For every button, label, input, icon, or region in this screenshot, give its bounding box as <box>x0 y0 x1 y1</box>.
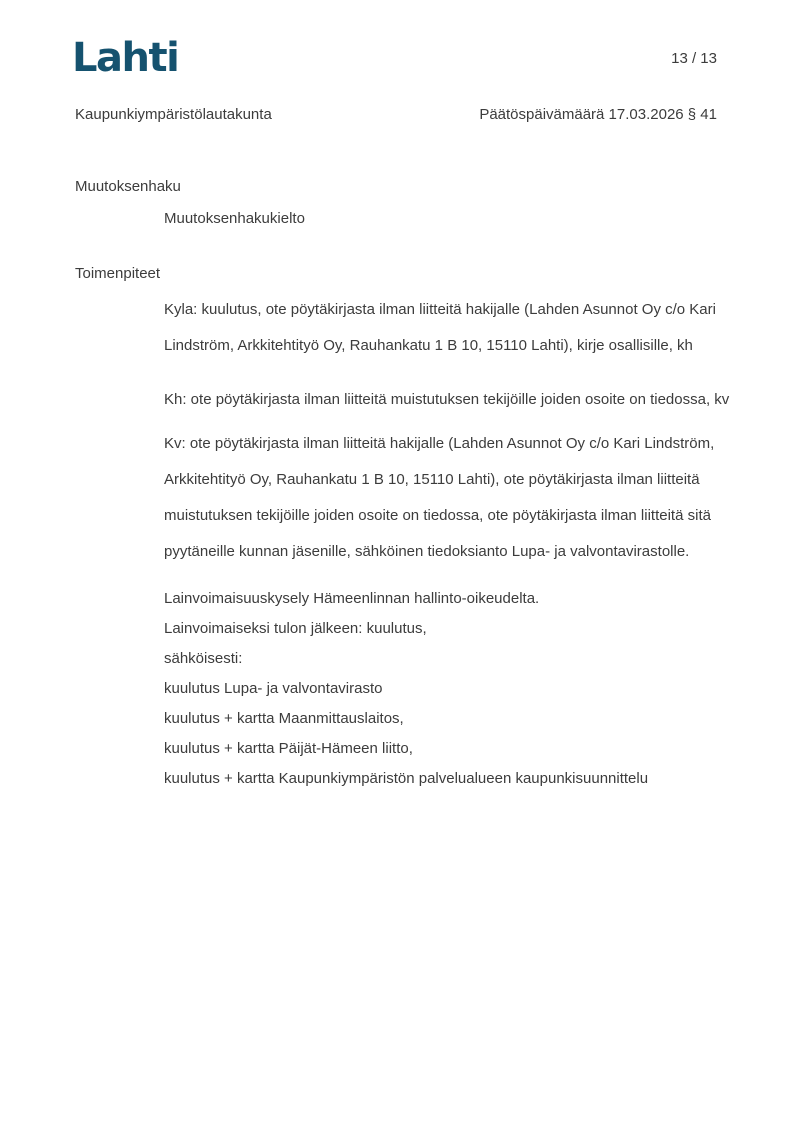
action-line-lainvoimaiseksi: Lainvoimaiseksi tulon jälkeen: kuulutus, <box>164 620 427 637</box>
toimenpiteet-paragraph-kv: Kv: ote pöytäkirjasta ilman liitteitä hakijalle (Lahden Asunnot Oy c/o Kari Lindström, Arkkitehtityö Oy, Rauhankatu 1 B 10, 15110 Lahti), ote pöytäkirjasta ilman liitteitä muistutuksen tekijöille joiden osoite on tiedossa, ote pöytäkirjasta ilman liitteitä sitä pyytäneille kunnan jäsenille, sähköinen tiedoksianto Lupa- ja valvontavirastolle. <box>164 435 715 560</box>
lahti-logo: Lahti <box>72 35 179 81</box>
decision-date: Päätöspäivämäärä 17.03.2026 § 41 <box>479 106 717 123</box>
section-label-toimenpiteet: Toimenpiteet <box>75 265 161 282</box>
toimenpiteet-paragraph-kyla: Kyla: kuulutus, ote pöytäkirjasta ilman liitteitä hakijalle (Lahden Asunnot Oy c/o Kari Lindström, Arkkitehtityö Oy, Rauhankatu 1 B 10, 15110 Lahti), kirje osallisille, kh <box>164 301 716 354</box>
muutoksenhaku-value: Muutoksenhakukielto <box>164 210 305 227</box>
toimenpiteet-paragraph-kh: Kh: ote pöytäkirjasta ilman liitteitä muistutuksen tekijöille joiden osoite on tiedossa, kv <box>164 391 730 408</box>
section-label-muutoksenhaku: Muutoksenhaku <box>75 178 181 195</box>
page-number: 13 / 13 <box>671 50 717 67</box>
action-line-lainvoimaisuuskysely: Lainvoimaisuuskysely Hämeenlinnan hallinto-oikeudelta. <box>164 590 540 607</box>
toimenpiteet-content <box>164 292 731 794</box>
action-line-kuulutus-lupa: kuulutus Lupa- ja valvontavirasto <box>164 680 383 697</box>
action-line-kuulutus-maanmittauslaitos: kuulutus + kartta Maanmittauslaitos, <box>164 710 404 727</box>
action-lines <box>164 584 731 794</box>
action-line-sahkoisesti: sähköisesti: <box>164 650 243 667</box>
committee-name: Kaupunkiympäristölautakunta <box>75 106 272 123</box>
action-line-kuulutus-paijat-hameen-liitto: kuulutus + kartta Päijät-Hämeen liitto, <box>164 740 413 757</box>
action-line-kuulutus-kaupunkisuunnittelu: kuulutus + kartta Kaupunkiympäristön palvelualueen kaupunkisuunnittelu <box>164 770 649 787</box>
